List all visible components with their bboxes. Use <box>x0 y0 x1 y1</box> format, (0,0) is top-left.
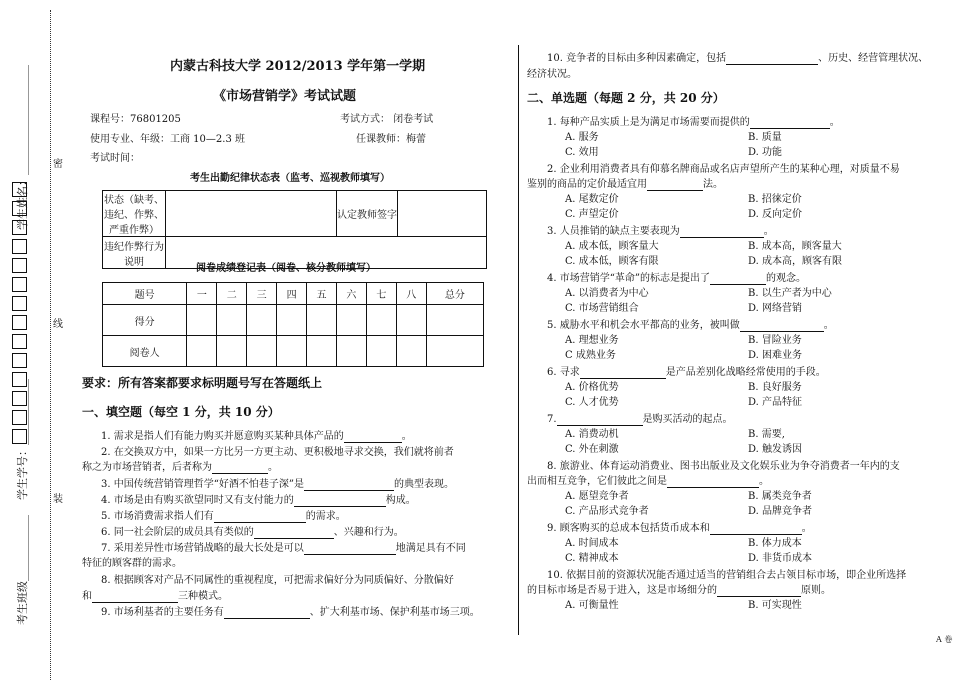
mc-option[interactable]: C. 外在刺激 <box>565 444 619 455</box>
mc-question-stem: 3. 人员推销的缺点主要表现为 。 <box>547 226 774 237</box>
mc-option[interactable]: C. 精神成本 <box>565 553 619 564</box>
grade-header-cell: 六 <box>336 283 366 305</box>
mc-option[interactable]: D. 品牌竞争者 <box>748 506 813 517</box>
status-input-cell[interactable] <box>166 191 337 237</box>
mc-option[interactable]: A. 愿望竞争者 <box>565 491 629 502</box>
mc-option[interactable]: D. 反向定价 <box>748 209 803 220</box>
grade-header-cell: 五 <box>307 283 337 305</box>
id-digit-box[interactable] <box>12 334 27 349</box>
major-grade: 使用专业、年级：工商 10—2.3 班 <box>90 134 245 145</box>
mc-option[interactable]: C. 声望定价 <box>565 209 619 220</box>
grade-input-cell[interactable] <box>336 336 366 367</box>
id-digit-box[interactable] <box>12 296 27 311</box>
mc-option[interactable]: C 成熟业务 <box>565 350 616 361</box>
mc-option[interactable]: C. 效用 <box>565 147 599 158</box>
mc-option[interactable]: C. 产品形式竞争者 <box>565 506 649 517</box>
student-id-label: 学生学号：____________ <box>16 379 29 500</box>
binding-dotted-line <box>50 10 51 680</box>
mc-option[interactable]: B. 属类竞争者 <box>748 491 812 502</box>
grade-input-cell[interactable] <box>366 336 396 367</box>
confirm-input-cell[interactable] <box>398 191 487 237</box>
mc-question-stem: 9. 顾客购买的总成本包括货币成本和 。 <box>547 523 812 534</box>
fill-q3: 3. 中国传统营销管理哲学“好酒不怕巷子深”是 的典型表现。 <box>101 479 454 490</box>
fill-q8: 8. 根据顾客对产品不同属性的重视程度，可把需求偏好分为同质偏好、分散偏好 <box>101 575 454 586</box>
mc-option[interactable]: A. 成本低，顾客量大 <box>565 241 659 252</box>
mc-question-stem: 7. 是购买活动的起点。 <box>547 414 733 425</box>
mc-option[interactable]: A. 尾数定价 <box>565 194 619 205</box>
mc-option[interactable]: B. 良好服务 <box>748 382 802 393</box>
grade-header-cell: 三 <box>247 283 277 305</box>
id-digit-box[interactable] <box>12 277 27 292</box>
id-digit-box[interactable] <box>12 201 27 216</box>
mc-option[interactable]: C. 人才优势 <box>565 397 619 408</box>
mc-option[interactable]: D. 网络营销 <box>748 303 803 314</box>
desc-label-cell: 违纪作弊行为说明 <box>103 237 166 269</box>
fill-q5: 5. 市场消费需求指人们有 的需求。 <box>101 511 346 522</box>
grade-input-cell[interactable] <box>426 305 483 336</box>
fill-q1: 1. 需求是指人们有能力购买并愿意购买某种具体产品的 。 <box>101 431 412 442</box>
mc-option[interactable]: B. 质量 <box>748 132 782 143</box>
mc-option[interactable]: A. 理想业务 <box>565 335 619 346</box>
mc-option[interactable]: B. 体力成本 <box>748 538 802 549</box>
mc-option[interactable]: B. 成本高，顾客量大 <box>748 241 842 252</box>
mc-option[interactable]: A. 价格优势 <box>565 382 619 393</box>
exam-title: 内蒙古科技大学 2012/2013 学年第一学期 <box>170 59 426 74</box>
mc-question-stem: 2. 企业利用消费者具有仰慕名牌商品或名店声望所产生的某种心理，对质量不易 <box>547 164 900 175</box>
attendance-caption: 考生出勤纪律状态表（监考、巡视教师填写） <box>190 173 390 184</box>
course-number: 课程号：76801205 <box>90 114 181 125</box>
class-label: 考生班级____________ <box>16 515 29 625</box>
id-digit-box[interactable] <box>12 220 27 235</box>
mc-option[interactable]: B. 需要, <box>748 429 785 440</box>
mc-option[interactable]: D. 产品特征 <box>748 397 803 408</box>
student-name-label: 学生姓名：____________________ <box>16 65 29 230</box>
grades-table <box>102 282 484 367</box>
column-divider <box>518 45 519 635</box>
grade-input-cell[interactable] <box>336 305 366 336</box>
mc-question-stem: 5. 威胁水平和机会水平都高的业务，被叫做 。 <box>547 320 834 331</box>
mc-question-stem: 1. 每种产品实质上是为满足市场需要而提供的 。 <box>547 117 840 128</box>
line-mark: 线 <box>53 319 63 330</box>
mc-option[interactable]: D. 困难业务 <box>748 350 803 361</box>
mc-option[interactable]: B. 冒险业务 <box>748 335 802 346</box>
grade-input-cell[interactable] <box>426 336 483 367</box>
grade-input-cell[interactable] <box>217 305 247 336</box>
grade-input-cell[interactable] <box>187 305 217 336</box>
paper-version: A 卷 <box>936 635 953 644</box>
grade-header-cell: 四 <box>277 283 307 305</box>
mc-option[interactable]: A. 消费动机 <box>565 429 619 440</box>
exam-type: 考试方式： 闭卷考试 <box>340 114 434 125</box>
exam-subtitle: 《市场营销学》考试试题 <box>213 89 357 104</box>
mc-option[interactable]: A. 时间成本 <box>565 538 619 549</box>
fill-q8-cont: 和 三种模式。 <box>82 591 228 602</box>
grade-row-label: 阅卷人 <box>103 336 187 367</box>
fill-q10: 10. 竞争者的目标由多种因素确定，包括 、历史、经营管理状况、 <box>547 53 929 64</box>
status-label-cell: 状态（缺考、违纪、作弊、严重作弊） <box>103 191 166 237</box>
grade-input-cell[interactable] <box>247 336 277 367</box>
grade-input-cell[interactable] <box>277 305 307 336</box>
grade-header-cell: 七 <box>366 283 396 305</box>
mc-question-stem: 8. 旅游业、体育运动消费业、图书出版业及文化娱乐业为争夺消费者一年内的支 <box>547 461 900 472</box>
mc-question-stem-cont: 的目标市场是否易于进入，这是市场细分的 原则。 <box>527 585 831 596</box>
id-digit-box[interactable] <box>12 315 27 330</box>
grade-header-cell: 总分 <box>426 283 483 305</box>
fill-q6: 6. 同一社会阶层的成员具有类似的 、兴趣和行为。 <box>101 527 404 538</box>
mc-option[interactable]: C. 市场营销组合 <box>565 303 639 314</box>
grade-input-cell[interactable] <box>247 305 277 336</box>
mc-option[interactable]: B. 以生产者为中心 <box>748 288 832 299</box>
attendance-table <box>102 190 487 269</box>
mc-option[interactable]: A. 以消费者为中心 <box>565 288 649 299</box>
mc-question-stem: 6. 寻求 是产品差别化战略经常使用的手段。 <box>547 367 826 378</box>
mc-question-stem: 4. 市场营销学“革命”的标志是提出了 的观念。 <box>547 273 806 284</box>
seal-mark: 密 <box>53 159 63 170</box>
mc-option[interactable]: D. 触发诱因 <box>748 444 803 455</box>
mc-option[interactable]: C. 成本低，顾客有限 <box>565 256 659 267</box>
fill-q10-cont: 经济状况。 <box>527 69 577 80</box>
id-digit-box[interactable] <box>12 239 27 254</box>
grade-input-cell[interactable] <box>277 336 307 367</box>
teacher: 任课教师：梅蕾 <box>356 134 426 145</box>
fill-q7-cont: 特征的顾客群的需求。 <box>82 558 182 569</box>
exam-time: 考试时间： <box>90 153 140 164</box>
fill-q7: 7. 采用差异性市场营销战略的最大长处是可以 地满足具有不同 <box>101 543 466 554</box>
grade-header-cell: 二 <box>217 283 247 305</box>
fill-q9: 9. 市场利基者的主要任务有 、扩大利基市场、保护利基市场三项。 <box>101 607 480 618</box>
mc-option[interactable]: B. 可实现性 <box>748 600 802 611</box>
grade-input-cell[interactable] <box>217 336 247 367</box>
grades-caption: 阅卷成绩登记表（阅卷、核分教师填写） <box>196 263 376 274</box>
mc-option[interactable]: D. 成本高，顾客有限 <box>748 256 843 267</box>
grade-input-cell[interactable] <box>307 336 337 367</box>
mc-question-stem-cont: 鉴别的商品的定价最适宜用 法。 <box>527 179 723 190</box>
grade-input-cell[interactable] <box>396 336 426 367</box>
id-digit-box[interactable] <box>12 258 27 273</box>
id-digit-box[interactable] <box>12 353 27 368</box>
requirement: 要求：所有答案都要求标明题号写在答题纸上 <box>82 376 323 390</box>
mc-question-stem: 10. 依据目前的资源状况能否通过适当的营销组合去占领目标市场，即企业所选择 <box>547 570 907 581</box>
grade-header-cell: 一 <box>187 283 217 305</box>
grade-header-cell: 题号 <box>103 283 187 305</box>
fill-q4: 4. 市场是由有购买欲望同时又有支付能力的 构成。 <box>101 495 416 506</box>
section2-title: 二、单选题（每题 2 分，共 20 分） <box>527 91 725 105</box>
fill-q2: 2. 在交换双方中，如果一方比另一方更主动、更积极地寻求交换，我们就将前者 <box>101 447 454 458</box>
bind-mark: 装 <box>53 494 63 505</box>
id-digit-box[interactable] <box>12 182 27 197</box>
confirm-label-cell: 认定教师签字 <box>337 191 398 237</box>
grade-header-cell: 八 <box>396 283 426 305</box>
grade-input-cell[interactable] <box>396 305 426 336</box>
mc-option[interactable]: B. 招徕定价 <box>748 194 802 205</box>
mc-option[interactable]: D. 非货币成本 <box>748 553 813 564</box>
mc-question-stem-cont: 出而相互竞争，它们彼此之间是 。 <box>527 476 769 487</box>
grade-input-cell[interactable] <box>307 305 337 336</box>
mc-option[interactable]: A. 服务 <box>565 132 599 143</box>
grade-input-cell[interactable] <box>366 305 396 336</box>
fill-q2-cont: 称之为市场营销者，后者称为 。 <box>82 462 278 473</box>
section1-title: 一、填空题（每空 1 分，共 10 分） <box>82 405 280 419</box>
grade-row-label: 得分 <box>103 305 187 336</box>
grade-input-cell[interactable] <box>187 336 217 367</box>
mc-option[interactable]: A. 可衡量性 <box>565 600 619 611</box>
mc-option[interactable]: D. 功能 <box>748 147 783 158</box>
